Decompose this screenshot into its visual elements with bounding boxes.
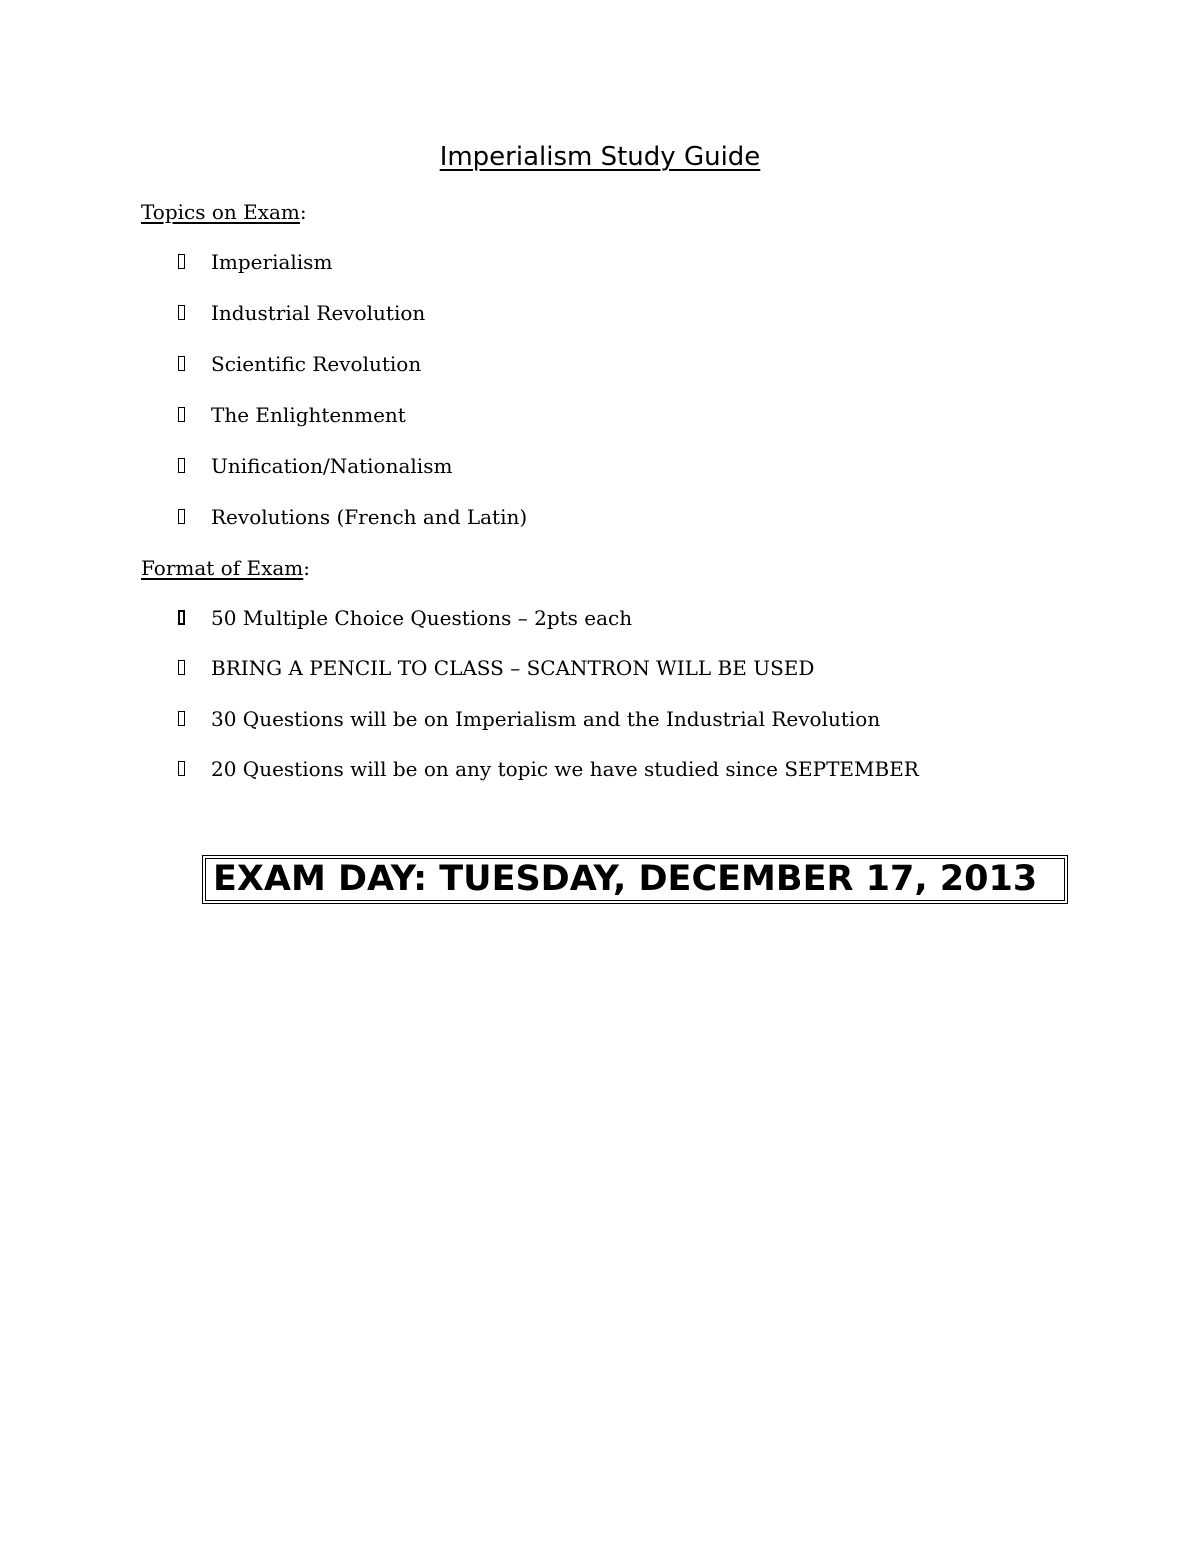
exam-day-text: EXAM DAY: TUESDAY, DECEMBER 17, 2013 xyxy=(205,858,1065,901)
topic-text: Industrial Revolution xyxy=(211,301,426,325)
format-heading xyxy=(141,554,310,582)
bullet-icon xyxy=(178,254,185,269)
topic-text: Unification/Nationalism xyxy=(211,454,453,478)
topics-heading-label: Topics on Exam xyxy=(141,200,300,224)
bullet-icon xyxy=(178,407,185,422)
format-list xyxy=(176,604,919,805)
topics-heading-colon: : xyxy=(299,200,307,224)
list-item xyxy=(176,503,527,554)
format-text: 30 Questions will be on Imperialism and the Industrial Revolution xyxy=(211,706,881,731)
bullet-icon xyxy=(178,458,185,473)
list-item xyxy=(176,401,527,452)
list-item xyxy=(176,654,919,704)
bullet-icon xyxy=(178,761,185,776)
bullet-icon xyxy=(178,610,185,625)
list-item xyxy=(176,604,919,654)
list-item xyxy=(176,350,527,401)
bullet-icon xyxy=(178,509,185,524)
bullet-icon xyxy=(178,660,185,675)
topics-list xyxy=(176,248,527,554)
format-text: BRING A PENCIL TO CLASS – SCANTRON WILL BE USED xyxy=(211,656,815,681)
format-text: 20 Questions will be on any topic we have studied since SEPTEMBER xyxy=(211,756,919,781)
title-text: Imperialism Study Guide xyxy=(439,142,761,172)
topics-heading xyxy=(141,198,307,226)
bullet-icon xyxy=(178,711,185,726)
bullet-icon xyxy=(178,356,185,371)
list-item xyxy=(176,248,527,299)
bullet-icon xyxy=(178,305,185,320)
list-item xyxy=(176,755,919,805)
exam-day-box xyxy=(202,855,1068,904)
format-heading-label: Format of Exam xyxy=(141,556,304,580)
topic-text: Imperialism xyxy=(211,250,333,274)
format-text: 50 Multiple Choice Questions – 2pts each xyxy=(211,606,633,630)
list-item xyxy=(176,299,527,350)
list-item xyxy=(176,452,527,503)
format-heading-colon: : xyxy=(303,556,310,580)
page-title xyxy=(0,140,1200,174)
list-item xyxy=(176,705,919,755)
topic-text: The Enlightenment xyxy=(211,403,406,427)
topic-text: Scientific Revolution xyxy=(211,352,422,376)
topic-text: Revolutions (French and Latin) xyxy=(211,505,528,529)
